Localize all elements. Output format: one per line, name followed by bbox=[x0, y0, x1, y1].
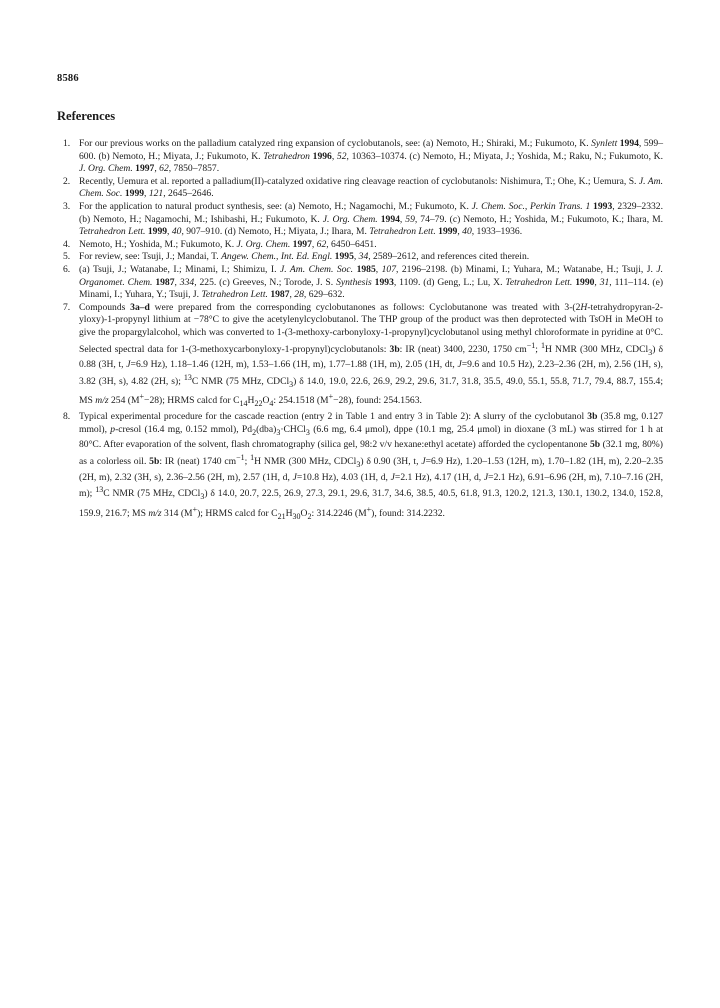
reference-item bbox=[57, 176, 663, 201]
reference-number: 7. bbox=[63, 301, 71, 313]
reference-number: 6. bbox=[63, 263, 71, 275]
reference-text: For our previous works on the palladium catalyzed ring expansion of cyclobutanols, see: (a) Nemoto, H.; Shiraki, M.; Fukumoto, K. Synlett 1994, 599–600. (b) Nemoto, H.; Miyata, J.; Fukumoto, K. Tetrahedron 1996, 52, 10363–10374. (c) Nemoto, H.; Miyata, J.; Yoshida, M.; Raku, N.; Fukumoto, K. J. Org. Chem. 1997, 62, 7850–7857. bbox=[79, 138, 663, 175]
reference-number: 1. bbox=[63, 138, 71, 149]
reference-item bbox=[57, 264, 663, 302]
reference-number: 2. bbox=[63, 175, 71, 187]
reference-item bbox=[57, 138, 663, 176]
reference-list bbox=[57, 138, 663, 524]
reference-item bbox=[57, 201, 663, 239]
reference-number: 3. bbox=[63, 200, 71, 212]
reference-text: Compounds 3a–d were prepared from the corresponding cyclobutanones as follows: Cyclobutanone was treated with 3-(2H-tetrahydropyran-2-yloxy)-1-propynyl lithium at −78°C to give the acetylenylcyclobutanol. The THP group of the product was then deprotected with TsOH in MeOH to give the propargylalcohol, which was converted to 1-(3-methoxy-carbonyloxy-1-propynyl)cyclobutanol using methyl chloroformate in pyridine at 0°C. Selected spectral data for 1-(3-methoxycarbonyloxy-1-propynyl)cyclobutanols: 3b: IR (neat) 3400, 2230, 1750 $cm^{-1}$; $^1$H NMR (300 MHz, CDCl$_3$) δ 0.88 (3H, t, J=6.9 Hz), 1.18–1.46 (12H, m), 1.53–1.66 (1H, m), 1.77–1.88 (1H, m), 2.05 (1H, dt, J=9.6 and 10.5 Hz), 2.23–2.36 (2H, m), 2.56 (1H, s), 3.82 (3H, s), 4.82 (2H, s); $^{13}$C NMR (75 MHz, CDCl$_3$) δ 14.0, 19.0, 22.6, 26.9, 29.2, 29.6, 31.7, 31.8, 35.5, 49.0, 55.1, 55.8, 71.7, 79.4, 88.7, 155.4; MS m/z 254 (M+−28); HRMS calcd for $C_{14}H_{22}O_4$: 254.1518 (M+−28), found: 254.1563. bbox=[79, 301, 663, 409]
reference-item bbox=[57, 411, 663, 523]
reference-text: Nemoto, H.; Yoshida, M.; Fukumoto, K. J. Org. Chem. 1997, 62, 6450–6451. bbox=[79, 238, 377, 250]
reference-text: Typical experimental procedure for the cascade reaction (entry 2 in Table 1 and entry 3 in Table 2): A slurry of the cyclobutanol 3b (35.8 mg, 0.127 mmol), p-cresol (16.4 mg, 0.152 mmol), $Pd_2(dba)_3\cdot CHCl_3$ (6.6 mg, 6.4 μmol), dppe (10.1 mg, 25.4 μmol) in dioxane (3 mL) was stirred for 1 h at 80°C. After evaporation of the solvent, flash chromatography (silica gel, 98:2 v/v hexane:ethyl acetate) afforded the cyclopentanone 5b (32.1 mg, 80%) as a colorless oil. 5b: IR (neat) 1740 $cm^{-1}$; $^1$H NMR (300 MHz, CDCl$_3$) δ 0.90 (3H, t, J=6.9 Hz), 1.20–1.53 (12H, m), 1.70–1.82 (1H, m), 2.20–2.35 (2H, m), 2.32 (3H, s), 2.36–2.56 (2H, m), 2.57 (1H, d, J=10.8 Hz), 4.03 (1H, d, J=2.1 Hz), 4.17 (1H, d, J=2.1 Hz), 6.91–6.96 (2H, m), 7.10–7.16 (2H, m); $^{13}$C NMR (75 MHz, CDCl$_3$) δ 14.0, 20.7, 22.5, 26.9, 27.3, 29.1, 29.6, 31.7, 34.6, 38.5, 40.5, 61.8, 91.3, 120.2, 121.3, 130.1, 130.2, 134.0, 152.8, 159.9, 216.7; MS m/z 314 (M+); HRMS calcd for $C_{21}H_{30}O_2$: 314.2246 (M+), found: 314.2232. bbox=[79, 411, 664, 521]
reference-item bbox=[57, 251, 663, 264]
reference-text: Recently, Uemura et al. reported a palladium(II)-catalyzed oxidative ring cleavage reaction of cyclobutanols: Nishimura, T.; Ohe, K.; Uemura, S. J. Am. Chem. Soc. 1999, 121, 2645–2646. bbox=[79, 175, 663, 200]
reference-number: 8. bbox=[63, 411, 71, 423]
reference-number: 4. bbox=[63, 238, 71, 250]
reference-text: For review, see: Tsuji, J.; Mandai, T. Angew. Chem., Int. Ed. Engl. 1995, 34, 2589–2612, and references cited therein. bbox=[79, 251, 530, 263]
reference-text: For the application to natural product synthesis, see: (a) Nemoto, H.; Nagamochi, M.; Fukumoto, K. J. Chem. Soc., Perkin Trans. 1 1993, 2329–2332. (b) Nemoto, H.; Nagamochi, M.; Ishibashi, H.; Fukumoto, K. J. Org. Chem. 1994, 59, 74–79. (c) Nemoto, H.; Yoshida, M.; Fukumoto, K.; Ihara, M. Tetrahedron Lett. 1999, 40, 907–910. (d) Nemoto, H.; Miyata, J.; Ihara, M. Tetrahedron Lett. 1999, 40, 1933–1936. bbox=[79, 200, 664, 238]
reference-number: 5. bbox=[63, 251, 71, 263]
reference-item bbox=[57, 239, 663, 252]
section-heading: References bbox=[57, 109, 116, 123]
page-number: 8586 bbox=[57, 73, 79, 84]
reference-text: (a) Tsuji, J.; Watanabe, I.; Minami, I.; Shimizu, I. J. Am. Chem. Soc. 1985, 107, 2196–2198. (b) Minami, I.; Yuhara, M.; Watanabe, H.; Tsuji, J. J. Organomet. Chem. 1987, 334, 225. (c) Greeves, N.; Torode, J. S. Synthesis 1993, 1109. (d) Geng, L.; Lu, X. Tetrahedron Lett. 1990, 31, 111–114. (e) Minami, I.; Yuhara, Y.; Tsuji, J. Tetrahedron Lett. 1987, 28, 629–632. bbox=[79, 263, 664, 301]
reference-item bbox=[57, 302, 663, 411]
